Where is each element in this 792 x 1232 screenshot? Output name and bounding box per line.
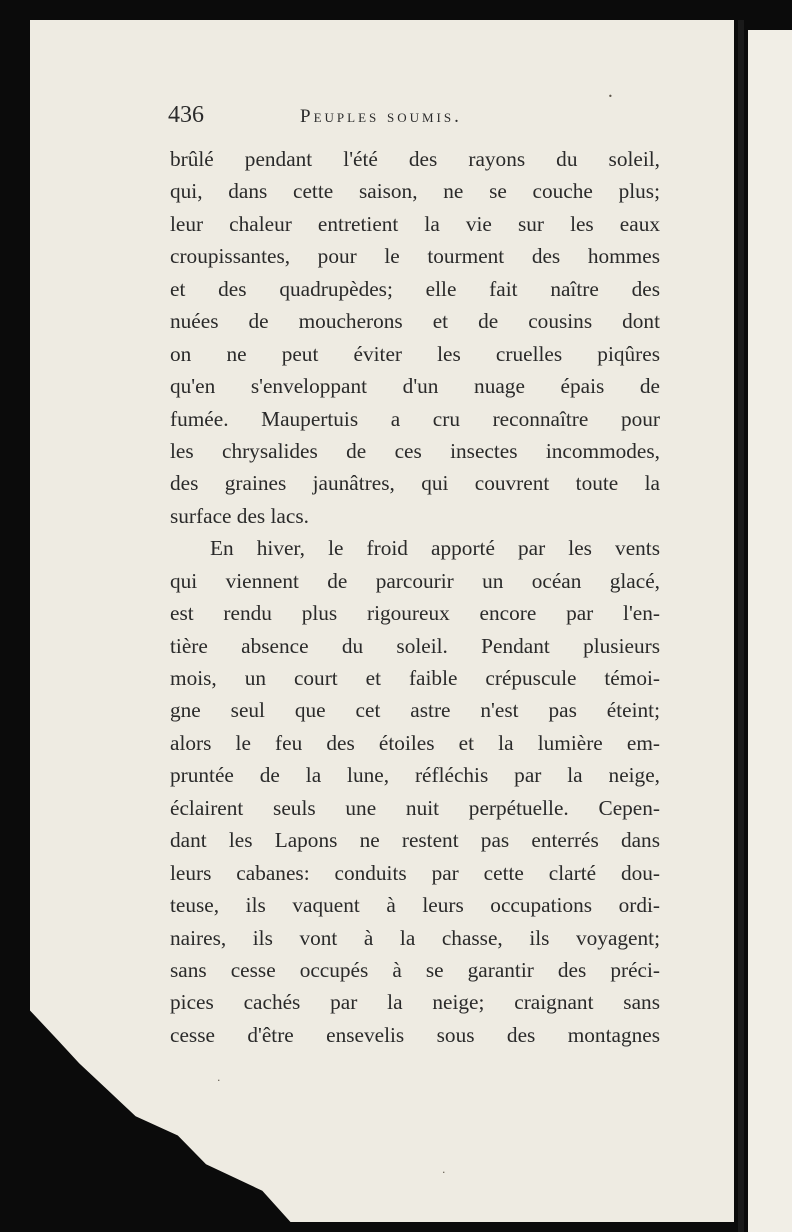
- text-line: et des quadrupèdes; elle fait naître des: [170, 276, 660, 301]
- text-line: sans cesse occupés à se garantir des préci-: [170, 957, 660, 982]
- text-line: tière absence du soleil. Pendant plusieurs: [170, 633, 660, 658]
- running-title: Peuples soumis.: [300, 106, 462, 127]
- text-line: mois, un court et faible crépuscule témoi-: [170, 666, 660, 690]
- page-number: 436: [168, 102, 204, 128]
- text-line: fumée. Maupertuis a cru reconnaître pour: [170, 406, 660, 431]
- text-line: naires, ils vont à la chasse, ils voyagent;: [170, 925, 660, 950]
- text-line: des graines jaunâtres, qui couvrent toute la: [170, 471, 660, 496]
- text-line: est rendu plus rigoureux encore par l'en-: [170, 601, 660, 626]
- text-line: les chrysalides de ces insectes incommodes,: [170, 438, 660, 463]
- text-line: alors le feu des étoiles et la lumière em-: [170, 730, 660, 755]
- text-line: cesse d'être ensevelis sous des montagnes: [170, 1022, 660, 1047]
- text-line: pices cachés par la neige; craignant sans: [170, 990, 660, 1015]
- paragraph-first-line: En hiver, le froid apporté par les vents: [210, 536, 660, 561]
- text-line: surface des lacs.: [170, 503, 309, 528]
- running-header: [168, 102, 668, 138]
- text-line: croupissantes, pour le tourment des hommes: [170, 244, 660, 269]
- text-line: dant les Lapons ne restent pas enterrés dans: [170, 828, 660, 853]
- text-line: teuse, ils vaquent à leurs occupations ordi-: [170, 893, 660, 918]
- body-text: [170, 143, 660, 1051]
- text-line: qu'en s'enveloppant d'un nuage épais de: [170, 374, 660, 399]
- text-line: éclairent seuls une nuit perpétuelle. Cepen-: [170, 795, 660, 820]
- text-line: qui viennent de parcourir un océan glacé,: [170, 568, 660, 593]
- facing-page-edge: [748, 30, 792, 1232]
- text-line: gne seul que cet astre n'est pas éteint;: [170, 698, 660, 723]
- text-line: brûlé pendant l'été des rayons du soleil,: [170, 147, 660, 171]
- text-line: pruntée de la lune, réfléchis par la neige,: [170, 763, 660, 788]
- ink-speck: •: [608, 92, 613, 101]
- text-line: on ne peut éviter les cruelles piqûres: [170, 341, 660, 366]
- ink-speck: ·: [217, 1074, 221, 1087]
- page-gutter-shadow: [738, 20, 744, 1232]
- text-line: qui, dans cette saison, ne se couche plus;: [170, 179, 660, 204]
- text-line: leurs cabanes: conduits par cette clarté dou-: [170, 860, 660, 885]
- ink-speck: ·: [442, 1166, 446, 1179]
- text-line: leur chaleur entretient la vie sur les eaux: [170, 211, 660, 236]
- text-line: nuées de moucherons et de cousins dont: [170, 309, 660, 334]
